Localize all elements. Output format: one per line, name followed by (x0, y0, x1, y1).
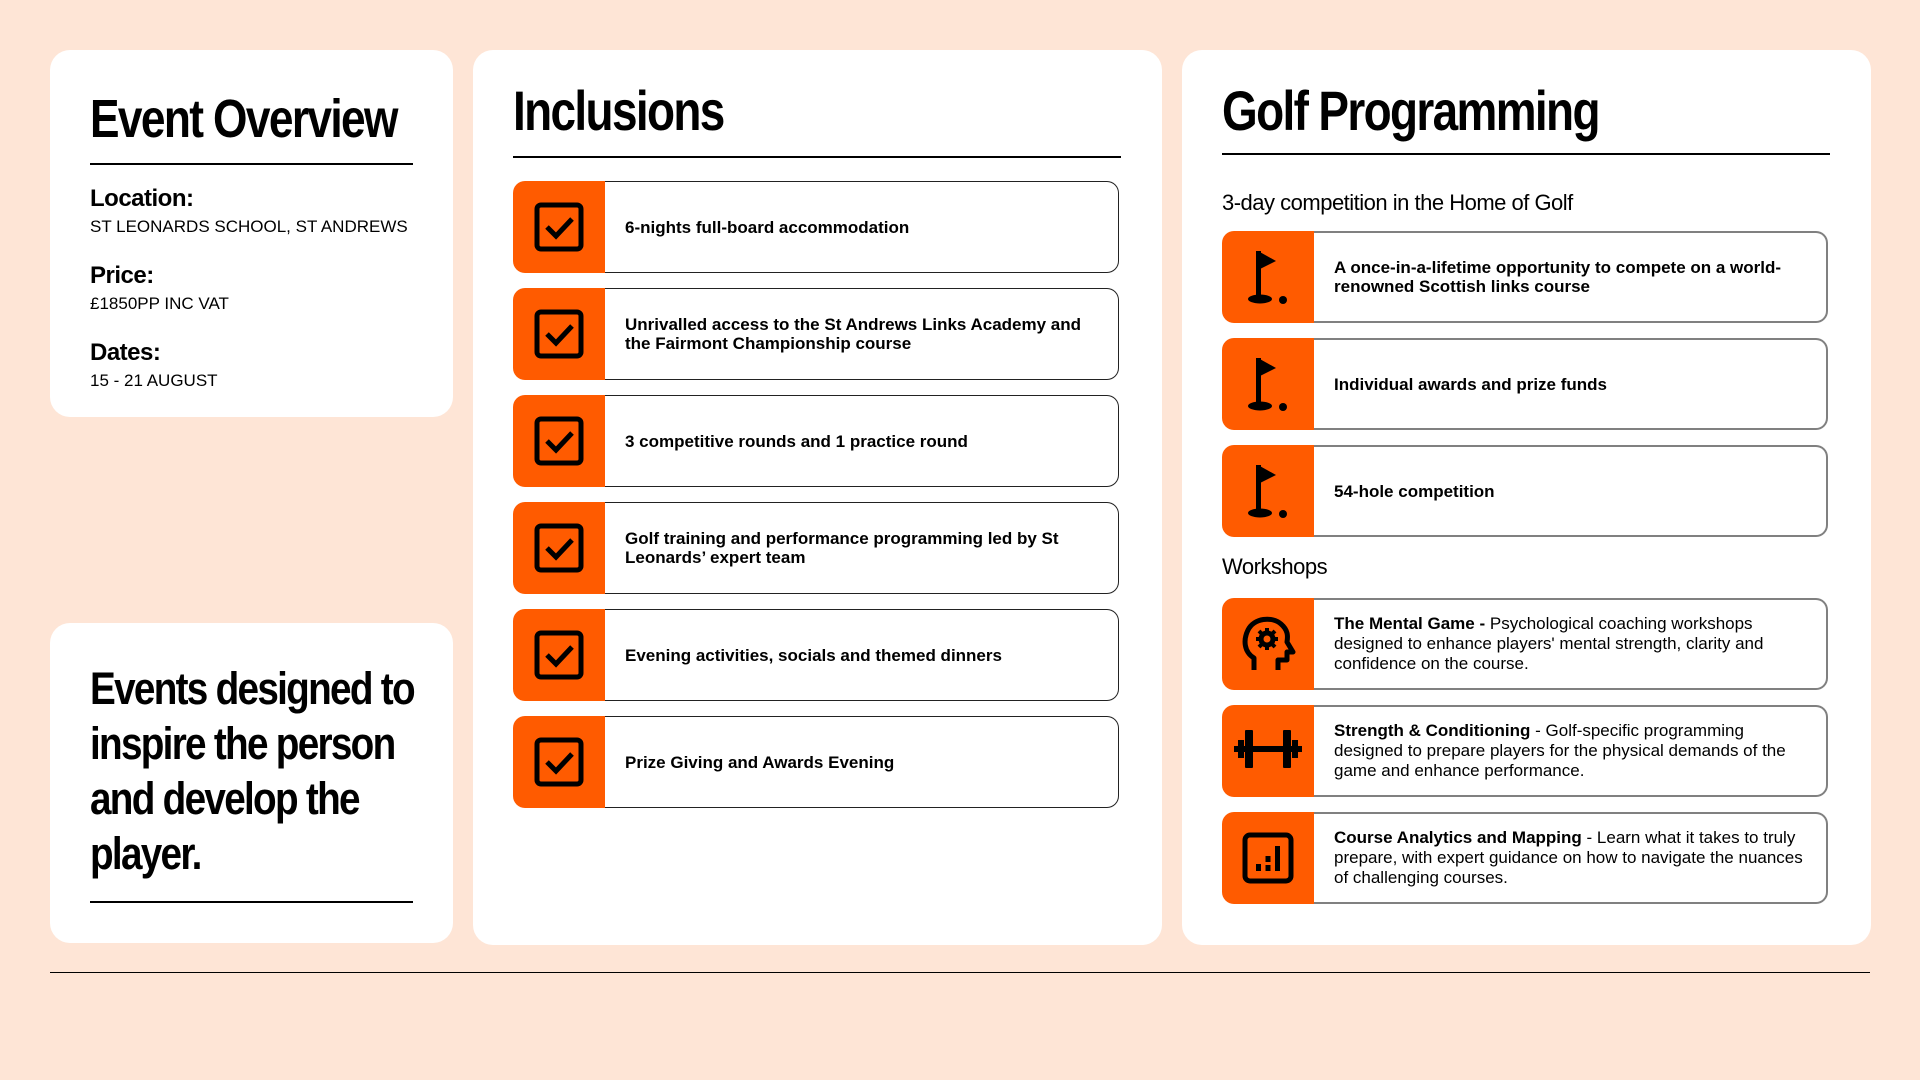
dates-value: 15 - 21 AUGUST (90, 371, 218, 390)
inclusion-label: Prize Giving and Awards Evening (625, 752, 895, 772)
inclusion-item-text (605, 288, 1119, 380)
checkbox-icon (513, 288, 605, 380)
competition-item-text (1314, 445, 1828, 537)
divider (90, 163, 413, 165)
inclusion-item (513, 181, 1119, 273)
competition-label: 54-hole competition (1334, 481, 1495, 501)
competition-item (1222, 338, 1828, 430)
inclusion-item-text (605, 502, 1119, 594)
dates-label: Dates: (90, 339, 161, 366)
golf-programming-title: Golf Programming (1222, 79, 1599, 142)
workshop-item-text (1314, 812, 1828, 904)
tagline-text: Events designed to inspire the person and develop the player. (90, 663, 414, 879)
location-field (90, 185, 408, 237)
inclusion-item-text (605, 181, 1119, 273)
competition-item (1222, 445, 1828, 537)
competition-label: A once-in-a-lifetime opportunity to compete on a world-renowned Scottish links course (1334, 258, 1782, 296)
workshop-item (1222, 705, 1828, 797)
workshops-heading: Workshops (1222, 554, 1328, 579)
inclusion-item (513, 395, 1119, 487)
dates-field (90, 339, 218, 391)
inclusion-label: Evening activities, socials and themed dinners (625, 645, 1002, 665)
checkbox-icon (513, 716, 605, 808)
divider (90, 901, 413, 903)
workshop-description (1334, 614, 1806, 674)
dumbbell-icon (1222, 705, 1314, 797)
workshop-text: - Golf-specific programming designed to prepare players for the physical demands of the game and enhance performance. (1334, 721, 1786, 780)
inclusion-item (513, 502, 1119, 594)
inclusions-card (473, 50, 1162, 945)
inclusion-label: 6-nights full-board accommodation (625, 217, 910, 237)
workshop-item-text (1314, 598, 1828, 690)
price-field (90, 262, 229, 314)
inclusion-label: Golf training and performance programming led by St Leonards’ expert team (625, 529, 1059, 567)
competition-heading: 3-day competition in the Home of Golf (1222, 190, 1573, 215)
competition-item (1222, 231, 1828, 323)
checkbox-icon (513, 395, 605, 487)
divider (513, 156, 1121, 158)
competition-label: Individual awards and prize funds (1334, 374, 1607, 394)
footer-divider (50, 972, 1870, 973)
workshop-title: The Mental Game - (1334, 614, 1486, 633)
inclusion-label: Unrivalled access to the St Andrews Links Academy and the Fairmont Championship course (625, 315, 1082, 353)
inclusions-title: Inclusions (513, 79, 724, 142)
head-gear-icon (1222, 598, 1314, 690)
workshop-item (1222, 598, 1828, 690)
event-overview-title: Event Overview (90, 89, 397, 149)
workshop-title: Course Analytics and Mapping (1334, 828, 1582, 847)
inclusion-item-text (605, 716, 1119, 808)
price-label: Price: (90, 262, 154, 289)
tagline-card (50, 623, 453, 943)
event-overview-card (50, 50, 453, 417)
inclusion-item-text (605, 609, 1119, 701)
divider (1222, 153, 1830, 155)
workshop-description (1334, 721, 1806, 781)
golf-flag-icon (1222, 231, 1314, 323)
location-value: ST LEONARDS SCHOOL, ST ANDREWS (90, 217, 408, 236)
location-label: Location: (90, 185, 194, 212)
golf-programming-card (1182, 50, 1871, 945)
workshop-item (1222, 812, 1828, 904)
analytics-chart-icon (1222, 812, 1314, 904)
checkbox-icon (513, 502, 605, 594)
workshop-text: Psychological coaching workshops designed to enhance players' mental strength, clarity and confidence on the course. (1334, 614, 1764, 673)
golf-flag-icon (1222, 338, 1314, 430)
checkbox-icon (513, 181, 605, 273)
workshop-description (1334, 828, 1806, 888)
workshop-title: Strength & Conditioning (1334, 721, 1531, 740)
inclusion-item (513, 288, 1119, 380)
inclusion-item (513, 716, 1119, 808)
competition-item-text (1314, 338, 1828, 430)
workshop-item-text (1314, 705, 1828, 797)
inclusion-item (513, 609, 1119, 701)
inclusion-label: 3 competitive rounds and 1 practice round (625, 431, 968, 451)
golf-flag-icon (1222, 445, 1314, 537)
workshop-text: - Learn what it takes to truly prepare, with expert guidance on how to navigate the nuances of challenging courses. (1334, 828, 1803, 887)
competition-item-text (1314, 231, 1828, 323)
price-value: £1850PP INC VAT (90, 294, 229, 313)
inclusion-item-text (605, 395, 1119, 487)
checkbox-icon (513, 609, 605, 701)
